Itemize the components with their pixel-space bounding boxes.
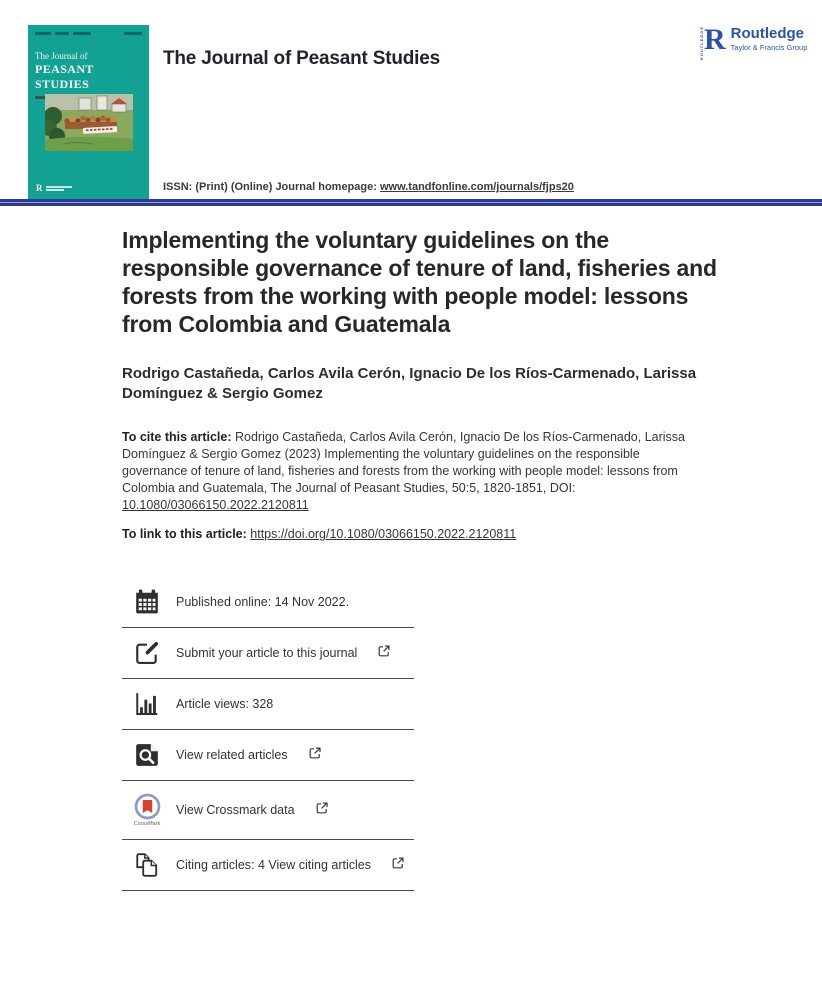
article-authors: Rodrigo Castañeda, Carlos Avila Cerón, Ignacio De los Ríos-Carmenado, Larissa Domínguez & Sergio Gomez xyxy=(122,365,697,402)
article-content xyxy=(122,226,734,891)
journal-title: The Journal of Peasant Studies xyxy=(163,48,440,69)
related-articles-text[interactable]: View related articles xyxy=(176,748,288,763)
crossmark-icon xyxy=(133,793,161,827)
publisher-name: Routledge xyxy=(730,25,805,42)
citing-articles-text[interactable]: Citing articles: 4 View citing articles xyxy=(176,858,371,873)
cover-publisher-mark: R xyxy=(36,183,72,193)
cover-title-line2: PEASANT STUDIES xyxy=(35,62,94,91)
crossmark-row[interactable] xyxy=(122,781,414,840)
cover-title-line1: The Journal of xyxy=(35,51,88,61)
issn-homepage-line xyxy=(163,181,574,193)
cover-illustration xyxy=(45,94,133,151)
doi-url-link[interactable]: https://doi.org/10.1080/03066150.2022.2120811 xyxy=(250,527,517,542)
journal-homepage-link[interactable]: www.tandfonline.com/journals/fjps20 xyxy=(379,181,574,193)
submit-article-text[interactable]: Submit your article to this journal xyxy=(176,646,358,661)
submit-article-row[interactable] xyxy=(122,628,414,679)
external-link-icon xyxy=(392,856,404,874)
article-title: Implementing the voluntary guidelines on the responsible governance of tenure of land, fisheries and forests from the working with people model: lessons from Colombia and Guatemala xyxy=(122,227,717,338)
cite-text: Rodrigo Castañeda, Carlos Avila Cerón, Ignacio De los Ríos-Carmenado, Larissa Domínguez & Sergio Gomez (2023) Implementing the voluntary guidelines on the responsible governance of tenure of land, fisheries and forests from the working with people model: lessons from Colombia and Guatemala, The Journal of Peasant Studies, 50:5, 1820-1851, DOI: xyxy=(122,429,685,496)
related-articles-icon xyxy=(133,742,161,768)
article-views-row xyxy=(122,679,414,730)
journal-cover-thumbnail xyxy=(28,25,149,200)
external-link-icon xyxy=(316,801,328,819)
routledge-mark-icon: ROUTLEDGE R xyxy=(699,23,726,61)
calendar-icon xyxy=(133,589,161,615)
article-views-text: Article views: 328 xyxy=(176,697,274,712)
crossmark-text[interactable]: View Crossmark data xyxy=(176,803,295,818)
submit-icon xyxy=(133,640,161,666)
related-articles-row[interactable] xyxy=(122,730,414,781)
cover-issue-meta xyxy=(35,32,142,35)
bar-chart-icon xyxy=(133,691,161,717)
article-meta-list xyxy=(122,577,414,891)
external-link-icon xyxy=(309,746,321,764)
published-online-row xyxy=(122,577,414,628)
doi-link[interactable]: 10.1080/03066150.2022.2120811 xyxy=(122,498,309,513)
crossmark-caption: CrossMark xyxy=(133,821,161,828)
link-paragraph xyxy=(122,527,734,541)
publisher-group: Taylor & Francis Group xyxy=(730,42,808,52)
citing-articles-row[interactable] xyxy=(122,840,414,891)
citing-articles-icon xyxy=(133,852,161,878)
external-link-icon xyxy=(378,644,390,662)
cite-label: To cite this article: xyxy=(122,429,232,444)
published-online-text: Published online: 14 Nov 2022. xyxy=(176,595,350,610)
citation-paragraph xyxy=(122,429,688,515)
link-label: To link to this article: xyxy=(122,527,247,542)
routledge-logo xyxy=(699,23,808,61)
header-divider-bar xyxy=(0,199,822,206)
issn-label: ISSN: (Print) (Online) Journal homepage: xyxy=(163,181,377,193)
